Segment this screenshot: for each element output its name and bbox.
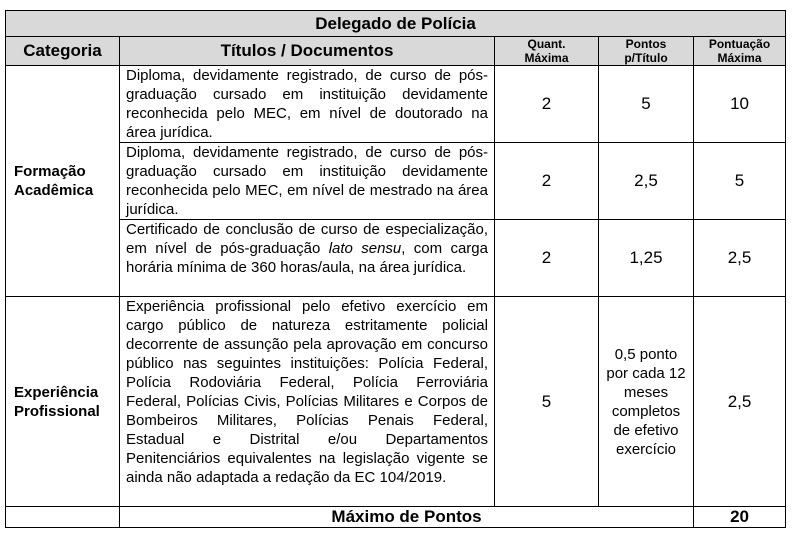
category-experiencia-line2: Profissional [14, 402, 100, 420]
row-description: Experiência profissional pelo efetivo exercício em cargo público de natureza estritamente policial decorrente de assunção pela aprovação em concurso público nas seguintes instituições: Polícia Federal, Polícia Rodoviária Federal, Polícia Ferroviária Federal, Polícias Civis, Polícias Militares e Corpos de Bombeiros Militares, Polícias Penais Federal, Estadual e Distrital e/ou Departamentos Penitenciários equivalentes na legislação vigente se ainda não adaptada a redação da EC 104/2019. [120, 297, 495, 507]
header-row [6, 37, 786, 66]
row-quant: 2 [495, 143, 599, 220]
category-formacao [6, 66, 120, 297]
total-row [6, 507, 786, 528]
score-table [5, 10, 786, 528]
total-value: 20 [694, 507, 786, 528]
header-titulos: Títulos / Documentos [120, 37, 495, 66]
table-row [6, 220, 786, 297]
row-pontos: 2,5 [599, 143, 694, 220]
header-pontos-line1: Pontos [625, 37, 667, 51]
row-max: 5 [694, 143, 786, 220]
header-pontos [599, 37, 694, 66]
row-quant: 2 [495, 220, 599, 297]
row-quant: 2 [495, 66, 599, 143]
category-experiencia [6, 297, 120, 507]
row-description-part2: , com carga horária mínima de 360 horas/aula, na área jurídica. [126, 240, 488, 276]
header-quant-line2: Máxima [524, 51, 569, 65]
header-pontuacao-line2: Máxima [717, 51, 762, 65]
row-pontos: 0,5 ponto por cada 12 meses completos de efetivo exercício [599, 297, 694, 507]
category-formacao-line1: Formação [14, 163, 86, 180]
total-empty-cell [6, 507, 120, 528]
category-formacao-line2: Acadêmica [14, 182, 94, 199]
header-pontos-line2: p/Título [624, 51, 668, 65]
header-pontuacao [694, 37, 786, 66]
row-quant: 5 [495, 297, 599, 507]
header-quant-line1: Quant. [527, 37, 566, 51]
header-quant [495, 37, 599, 66]
title-row [6, 11, 786, 37]
category-experiencia-line1: Experiência [14, 383, 99, 401]
header-categoria: Categoria [6, 37, 120, 66]
header-pontuacao-line1: Pontuação [708, 37, 771, 51]
row-description: Diploma, devidamente registrado, de curso de pós-graduação cursado em instituição devidamente reconhecida pelo MEC, em nível de doutorado na área jurídica. [120, 66, 495, 143]
row-max: 10 [694, 66, 786, 143]
row-pontos: 5 [599, 66, 694, 143]
row-description [120, 220, 495, 297]
row-description-part1: Certificado de conclusão de curso de especialização, em nível de pós-graduação [126, 221, 488, 257]
table-row [6, 66, 786, 143]
row-max: 2,5 [694, 220, 786, 297]
table-row [6, 297, 786, 507]
total-label: Máximo de Pontos [120, 507, 694, 528]
row-max: 2,5 [694, 297, 786, 507]
row-description-italic: lato sensu [328, 240, 402, 257]
row-description: Diploma, devidamente registrado, de curso de pós-graduação cursado em instituição devidamente reconhecida pelo MEC, em nível de mestrado na área jurídica. [120, 143, 495, 220]
table-title: Delegado de Polícia [6, 11, 786, 37]
row-pontos: 1,25 [599, 220, 694, 297]
table-row [6, 143, 786, 220]
